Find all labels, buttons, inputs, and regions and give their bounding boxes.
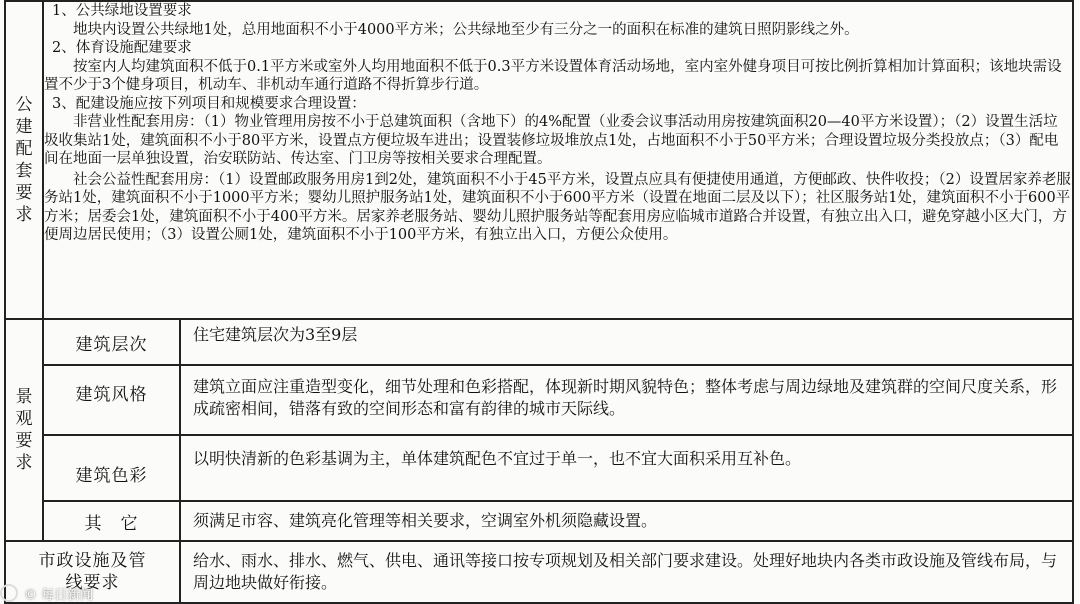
facilities-heading: 3、配建设施应按下列项目和规模要求合理设置： — [52, 95, 366, 112]
municipal-value: 给水、雨水、排水、燃气、供电、通讯等接口按专项规划及相关部门要求建设。处理好地块内各类市政设施及管线布局，与周边地块做好衔接。 — [180, 541, 1073, 603]
public-welfare-text: 社会公益性配套用房：（1）设置邮政服务用房1到2处，建筑面积不小于45平方米，设置点应具有便捷使用通道，方便邮政、快件收投；（2）设置居家养老服务站1处，建筑面积不小于1000平方米；婴幼儿照护服务站1处，建筑面积不小于600平方米（设置在地面二层及以下）；社区服务站1处，建筑面积不小于600平方米；居委会1处，建筑面积不小于400平方米。居家养老服务站、婴幼儿照护服务站等配套用房应临城市道路合并设置，有独立出入口，避免穿越小区大门，方便周边居民使用；（3）设置公厕1处，建筑面积不小于100平方米，有独立出入口，方便公众使用。 — [44, 171, 1071, 243]
planning-requirements-table — [4, 0, 1074, 604]
municipal-label: 市政设施及管线要求 — [5, 541, 180, 603]
building-color-value: 以明快清新的色彩基调为主，单体建筑配色不宜过于单一，也不宜大面积采用互补色。 — [180, 435, 1073, 501]
municipal-row — [5, 541, 1073, 603]
green-space-heading: 1、公共绿地设置要求 — [52, 3, 192, 19]
landscape-row-3 — [5, 435, 1073, 501]
landscape-row-1 — [5, 319, 1073, 365]
public-facilities-label: 公 建 配 套 要 求 — [5, 1, 43, 319]
public-facilities-row — [5, 1, 1073, 319]
watermark-logo-icon — [0, 584, 18, 602]
watermark-text: © 每日新闻 — [24, 587, 94, 603]
other-value: 须满足市容、建筑亮化管理等相关要求，空调室外机须隐藏设置。 — [180, 501, 1073, 541]
building-style-value: 建筑立面应注重造型变化，细节处理和色彩搭配，体现新时期风貌特色；整体考虑与周边绿地及建筑群的空间尺度关系，形成疏密相间，错落有致的空间形态和富有韵律的城市天际线。 — [180, 365, 1073, 435]
landscape-label: 景 观 要 求 — [5, 319, 43, 541]
sports-text: 按室内人均建筑面积不低于0.1平方米或室外人均用地面积不低于0.3平方米设置体育活动场地，室内室外健身项目可按比例折算相加计算面积；该地块需设置不少于3个健身项目，机动车、非机动车通行道路不得折算步行道。 — [44, 58, 1062, 93]
public-facilities-content — [43, 1, 1073, 319]
building-height-label: 建筑层次 — [43, 319, 180, 365]
building-height-value: 住宅建筑层次为3至9层 — [180, 319, 1073, 365]
green-space-text: 地块内设置公共绿地1处，总用地面积不小于4000平方米；公共绿地至少有三分之一的面积在标准的建筑日照阴影线之外。 — [73, 21, 859, 38]
landscape-row-2 — [5, 365, 1073, 435]
building-color-label: 建筑色彩 — [43, 435, 180, 501]
watermark — [0, 582, 93, 604]
other-label: 其 它 — [43, 501, 180, 541]
landscape-row-4 — [5, 501, 1073, 541]
sports-heading: 2、体育设施配建要求 — [52, 40, 192, 56]
building-style-label: 建筑风格 — [43, 365, 180, 435]
non-commercial-text: 非营业性配套用房：（1）物业管理用房按不小于总建筑面积（含地下）的4%配置（业委会议事活动用房按建筑面积20—40平方米设置）；（2）设置生活垃圾收集站1处，建筑面积不小于80平方米，设置点方便垃圾车进出；设置装修垃圾堆放点1处，占地面积不小于50平方米；合理设置垃圾分类投放点；（3）配电间在地面一层单独设置，治安联防站、传达室、门卫房等按相关要求合理配置。 — [44, 114, 1059, 167]
